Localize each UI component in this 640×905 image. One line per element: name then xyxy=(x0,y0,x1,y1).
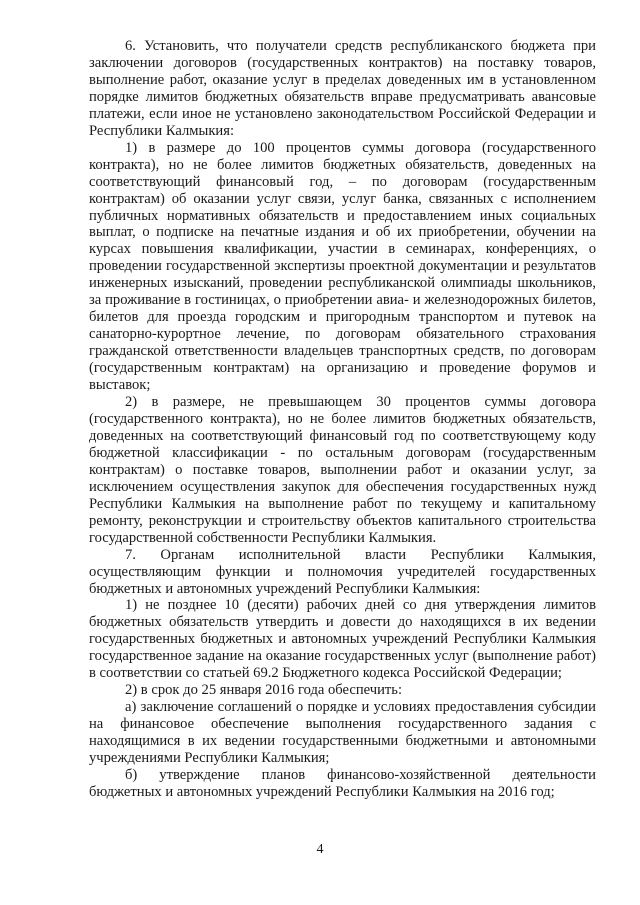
paragraph-clause-7-item-2a: а) заключение соглашений о порядке и условиях предоставления субсидии на финансовое обеспечение выполнения государственного задания с находящимися в их ведении государственными бюджетными и автономными учреждениями Республики Калмыкия; xyxy=(89,699,596,767)
paragraph-clause-7: 7. Органам исполнительной власти Республики Калмыкия, осуществляющим функции и полномочия учредителей государственных бюджетных и автономных учреждений Республики Калмыкия: xyxy=(89,546,596,597)
paragraph-clause-7-item-2: 2) в срок до 25 января 2016 года обеспечить: xyxy=(125,682,403,699)
document-body xyxy=(89,38,596,801)
paragraph-clause-6: 6. Установить, что получатели средств республиканского бюджета при заключении договоров (государственных контрактов) на поставку товаров, выполнение работ, оказание услуг в пределах доведенных им в установленном порядке лимитов бюджетных обязательств вправе предусматривать авансовые платежи, если иное не установлено законодательством Российской Федерации и Республики Калмыкия: xyxy=(89,38,596,139)
page-number: 4 xyxy=(316,842,324,857)
paragraph-clause-7-item-2b: б) утверждение планов финансово-хозяйственной деятельности бюджетных и автономных учреждений Республики Калмыкия на 2016 год; xyxy=(89,766,596,800)
paragraph-clause-6-item-1: 1) в размере до 100 процентов суммы договора (государственного контракта), но не более лимитов бюджетных обязательств, доведенных на соответствующий финансовый год, – по договорам (государственным контрактам) об оказании услуг связи, услуг банка, связанных с исполнением публичных нормативных обязательств и предоставлением иных социальных выплат, о подписке на печатные издания и об их приобретении, обучении на курсах повышения квалификации, участии в семинарах, конференциях, о проведении государственной экспертизы проектной документации и результатов инженерных изысканий, проведении республиканской олимпиады школьников, за проживание в гостиницах, о приобретении авиа- и железнодорожных билетов, билетов для проезда городским и пригородным транспортом и путевок на санаторно-курортное лечение, по договорам обязательного страхования гражданской ответственности владельцев транспортных средств, по договорам (государственным контрактам) на организацию и проведение форумов и выставок; xyxy=(89,139,596,394)
paragraph-clause-6-item-2: 2) в размере, не превышающем 30 процентов суммы договора (государственного контракта), но не более лимитов бюджетных обязательств, доведенных на соответствующий финансовый год по соответствующему коду бюджетной классификации - по остальным договорам (государственным контрактам) о поставке товаров, выполнении работ и оказании услуг, за исключением осуществления закупок для обеспечения государственных нужд Республики Калмыкия на выполнение работ по текущему и капитальному ремонту, реконструкции и строительству объектов капитального строительства государственной собственности Республики Калмыкия. xyxy=(89,394,596,546)
paragraph-clause-7-item-1: 1) не позднее 10 (десяти) рабочих дней со дня утверждения лимитов бюджетных обязательств утвердить и довести до находящихся в их ведении государственных бюджетных и автономных учреждений Республики Калмыкия государственное задание на оказание государственных услуг (выполнение работ) в соответствии со статьей 69.2 Бюджетного кодекса Российской Федерации; xyxy=(89,597,596,682)
